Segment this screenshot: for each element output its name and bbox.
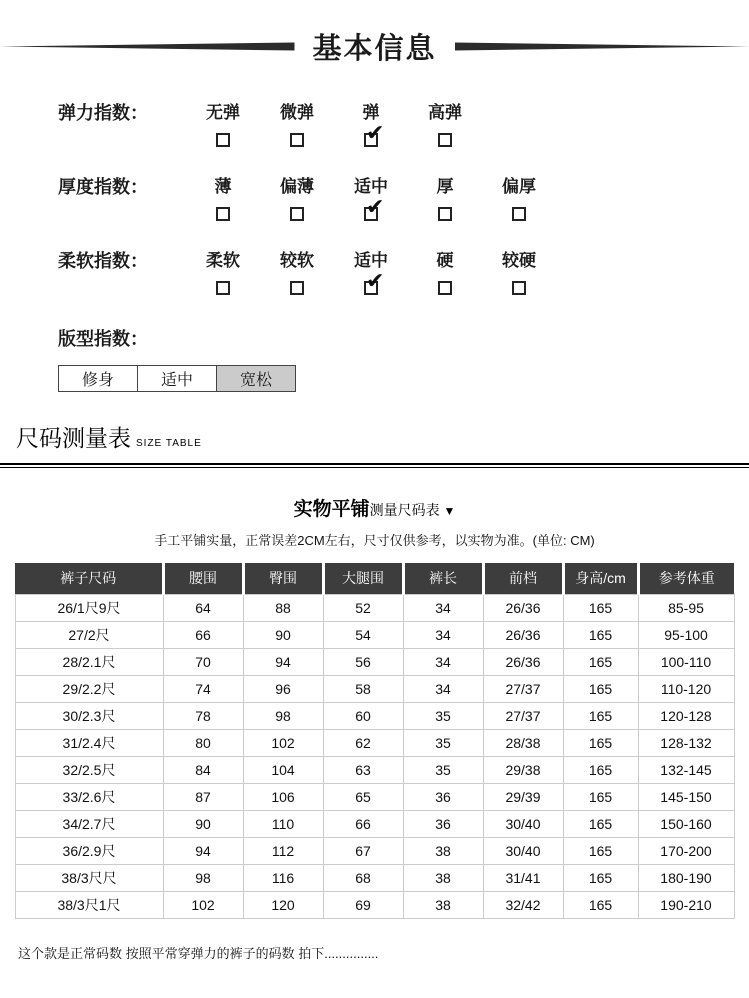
option-label: 柔软 xyxy=(206,251,240,270)
check-icon: ✔ xyxy=(366,120,385,145)
table-row xyxy=(15,621,734,648)
table-row xyxy=(15,837,734,864)
table-cell: 120 xyxy=(243,891,323,918)
index-option xyxy=(408,103,482,147)
table-cell: 150-160 xyxy=(638,810,734,837)
table-cell: 36 xyxy=(403,810,483,837)
table-row xyxy=(15,810,734,837)
fit-option: 修身 xyxy=(58,365,138,392)
option-label: 无弹 xyxy=(206,103,240,122)
table-cell: 31/41 xyxy=(483,864,563,891)
table-cell: 67 xyxy=(323,837,403,864)
option-label: 较硬 xyxy=(502,251,536,270)
flat-measure-title-rest: 测量尺码表 xyxy=(369,502,444,518)
table-cell: 35 xyxy=(403,702,483,729)
table-cell: 128-132 xyxy=(638,729,734,756)
table-cell: 88 xyxy=(243,594,323,621)
title-taper-line-right-icon xyxy=(455,42,749,51)
table-cell: 98 xyxy=(243,702,323,729)
table-cell: 94 xyxy=(243,648,323,675)
table-cell: 56 xyxy=(323,648,403,675)
option-label: 较软 xyxy=(280,251,314,270)
table-row xyxy=(15,864,734,891)
option-label: 弹 xyxy=(362,103,380,122)
index-row xyxy=(0,103,749,147)
down-triangle-icon: ▼ xyxy=(443,504,456,518)
table-cell: 58 xyxy=(323,675,403,702)
table-cell: 120-128 xyxy=(638,702,734,729)
table-cell: 116 xyxy=(243,864,323,891)
table-cell: 84 xyxy=(163,756,243,783)
table-cell: 145-150 xyxy=(638,783,734,810)
column-header: 腰围 xyxy=(163,563,243,594)
table-cell: 60 xyxy=(323,702,403,729)
table-cell: 27/37 xyxy=(483,702,563,729)
index-option xyxy=(334,251,408,295)
page-title: 基本信息 xyxy=(312,33,437,65)
table-cell: 34 xyxy=(403,621,483,648)
table-row xyxy=(15,891,734,918)
fit-option: 适中 xyxy=(137,365,217,392)
table-cell: 66 xyxy=(163,621,243,648)
index-option xyxy=(408,177,482,221)
option-label: 适中 xyxy=(354,177,388,196)
table-cell: 52 xyxy=(323,594,403,621)
table-cell: 54 xyxy=(323,621,403,648)
table-cell: 165 xyxy=(563,810,638,837)
index-row xyxy=(0,177,749,221)
checkbox-empty xyxy=(512,207,526,221)
table-cell: 78 xyxy=(163,702,243,729)
checkbox-empty xyxy=(216,133,230,147)
footer-note: 这个款是正常码数 按照平常穿弹力的裤子的码数 拍下............... xyxy=(18,945,379,961)
basic-info-header xyxy=(0,0,749,67)
fit-label: 版型指数： xyxy=(58,329,148,349)
column-header: 大腿围 xyxy=(323,563,403,594)
table-cell: 170-200 xyxy=(638,837,734,864)
table-cell: 165 xyxy=(563,648,638,675)
column-header: 臀围 xyxy=(243,563,323,594)
fit-options xyxy=(58,365,749,392)
table-cell: 165 xyxy=(563,864,638,891)
column-header: 前档 xyxy=(483,563,563,594)
table-cell: 32/42 xyxy=(483,891,563,918)
option-label: 适中 xyxy=(354,251,388,270)
option-label: 高弹 xyxy=(428,103,462,122)
table-row xyxy=(15,783,734,810)
table-cell: 38 xyxy=(403,837,483,864)
index-option xyxy=(186,103,260,147)
table-cell: 165 xyxy=(563,783,638,810)
table-cell: 132-145 xyxy=(638,756,734,783)
table-cell: 30/2.3尺 xyxy=(15,702,163,729)
table-cell: 180-190 xyxy=(638,864,734,891)
checkbox-checked xyxy=(364,120,385,147)
column-header: 参考体重 xyxy=(638,563,734,594)
index-option xyxy=(334,177,408,221)
double-divider-line xyxy=(0,463,749,468)
table-cell: 30/40 xyxy=(483,837,563,864)
table-cell: 110 xyxy=(243,810,323,837)
table-cell: 63 xyxy=(323,756,403,783)
table-cell: 110-120 xyxy=(638,675,734,702)
table-header-row xyxy=(15,563,734,594)
table-cell: 102 xyxy=(243,729,323,756)
table-cell: 165 xyxy=(563,729,638,756)
table-cell: 69 xyxy=(323,891,403,918)
table-cell: 102 xyxy=(163,891,243,918)
table-cell: 29/2.2尺 xyxy=(15,675,163,702)
size-table-subtitle: SIZE TABLE xyxy=(136,438,202,449)
size-table-heading xyxy=(0,392,749,463)
table-cell: 34/2.7尺 xyxy=(15,810,163,837)
column-header: 身高/cm xyxy=(563,563,638,594)
flat-measure-title xyxy=(0,494,749,521)
table-cell: 36 xyxy=(403,783,483,810)
size-table xyxy=(15,563,735,919)
table-cell: 106 xyxy=(243,783,323,810)
table-cell: 104 xyxy=(243,756,323,783)
table-cell: 26/36 xyxy=(483,621,563,648)
index-label: 柔软指数： xyxy=(58,251,148,271)
index-sections xyxy=(0,67,749,295)
index-option xyxy=(186,251,260,295)
table-cell: 62 xyxy=(323,729,403,756)
table-cell: 112 xyxy=(243,837,323,864)
option-label: 厚 xyxy=(436,177,454,196)
option-label: 硬 xyxy=(436,251,454,270)
table-row xyxy=(15,648,734,675)
index-option xyxy=(408,251,482,295)
table-cell: 38/3尺1尺 xyxy=(15,891,163,918)
title-taper-line-left-icon xyxy=(0,42,295,51)
table-cell: 34 xyxy=(403,675,483,702)
table-cell: 85-95 xyxy=(638,594,734,621)
table-cell: 64 xyxy=(163,594,243,621)
index-option-group xyxy=(186,251,556,295)
table-cell: 29/38 xyxy=(483,756,563,783)
checkbox-empty xyxy=(216,281,230,295)
column-header: 裤长 xyxy=(403,563,483,594)
checkbox-empty xyxy=(512,281,526,295)
option-label: 偏厚 xyxy=(502,177,536,196)
table-cell: 34 xyxy=(403,594,483,621)
table-cell: 165 xyxy=(563,675,638,702)
check-icon: ✔ xyxy=(366,194,385,219)
fit-option-selected: 宽松 xyxy=(216,365,296,392)
option-label: 微弹 xyxy=(280,103,314,122)
index-option xyxy=(260,251,334,295)
table-cell: 68 xyxy=(323,864,403,891)
table-cell: 38/3尺尺 xyxy=(15,864,163,891)
index-row xyxy=(0,251,749,295)
table-cell: 28/2.1尺 xyxy=(15,648,163,675)
checkbox-empty xyxy=(438,133,452,147)
table-cell: 100-110 xyxy=(638,648,734,675)
table-cell: 74 xyxy=(163,675,243,702)
index-label: 厚度指数： xyxy=(58,177,148,197)
fit-section xyxy=(0,325,749,392)
option-label: 薄 xyxy=(214,177,232,196)
index-option xyxy=(482,177,556,221)
table-cell: 27/37 xyxy=(483,675,563,702)
table-cell: 26/36 xyxy=(483,648,563,675)
table-cell: 94 xyxy=(163,837,243,864)
table-cell: 33/2.6尺 xyxy=(15,783,163,810)
table-cell: 90 xyxy=(243,621,323,648)
table-cell: 38 xyxy=(403,864,483,891)
table-cell: 98 xyxy=(163,864,243,891)
table-cell: 35 xyxy=(403,729,483,756)
table-cell: 165 xyxy=(563,594,638,621)
table-cell: 35 xyxy=(403,756,483,783)
table-cell: 36/2.9尺 xyxy=(15,837,163,864)
checkbox-empty xyxy=(290,207,304,221)
table-cell: 80 xyxy=(163,729,243,756)
table-cell: 32/2.5尺 xyxy=(15,756,163,783)
index-option xyxy=(186,177,260,221)
checkbox-checked xyxy=(364,194,385,221)
table-row xyxy=(15,729,734,756)
table-cell: 165 xyxy=(563,837,638,864)
table-cell: 65 xyxy=(323,783,403,810)
table-cell: 70 xyxy=(163,648,243,675)
table-cell: 30/40 xyxy=(483,810,563,837)
table-cell: 66 xyxy=(323,810,403,837)
table-cell: 34 xyxy=(403,648,483,675)
option-label: 偏薄 xyxy=(280,177,314,196)
index-option xyxy=(260,103,334,147)
checkbox-checked xyxy=(364,268,385,295)
table-cell: 31/2.4尺 xyxy=(15,729,163,756)
table-cell: 26/1尺9尺 xyxy=(15,594,163,621)
table-cell: 87 xyxy=(163,783,243,810)
table-row xyxy=(15,702,734,729)
table-cell: 165 xyxy=(563,621,638,648)
index-option-group xyxy=(186,177,556,221)
index-label: 弹力指数： xyxy=(58,103,148,123)
index-option xyxy=(482,251,556,295)
checkbox-empty xyxy=(438,207,452,221)
checkbox-empty xyxy=(438,281,452,295)
table-row xyxy=(15,675,734,702)
flat-measure-title-bold: 实物平铺 xyxy=(293,499,370,520)
index-option xyxy=(334,103,408,147)
table-cell: 27/2尺 xyxy=(15,621,163,648)
table-row xyxy=(15,756,734,783)
table-cell: 26/36 xyxy=(483,594,563,621)
table-cell: 165 xyxy=(563,702,638,729)
table-cell: 96 xyxy=(243,675,323,702)
table-cell: 90 xyxy=(163,810,243,837)
table-row xyxy=(15,594,734,621)
index-option-group xyxy=(186,103,482,147)
checkbox-empty xyxy=(290,133,304,147)
table-cell: 95-100 xyxy=(638,621,734,648)
table-cell: 165 xyxy=(563,891,638,918)
table-cell: 38 xyxy=(403,891,483,918)
table-cell: 29/39 xyxy=(483,783,563,810)
check-icon: ✔ xyxy=(366,268,385,293)
size-table-title: 尺码测量表 xyxy=(16,425,131,451)
table-cell: 28/38 xyxy=(483,729,563,756)
table-cell: 190-210 xyxy=(638,891,734,918)
checkbox-empty xyxy=(290,281,304,295)
column-header: 裤子尺码 xyxy=(15,563,163,594)
table-cell: 165 xyxy=(563,756,638,783)
checkbox-empty xyxy=(216,207,230,221)
measure-note: 手工平铺实量，正常误差2CM左右，尺寸仅供参考，以实物为准。(单位: CM) xyxy=(154,533,595,548)
index-option xyxy=(260,177,334,221)
